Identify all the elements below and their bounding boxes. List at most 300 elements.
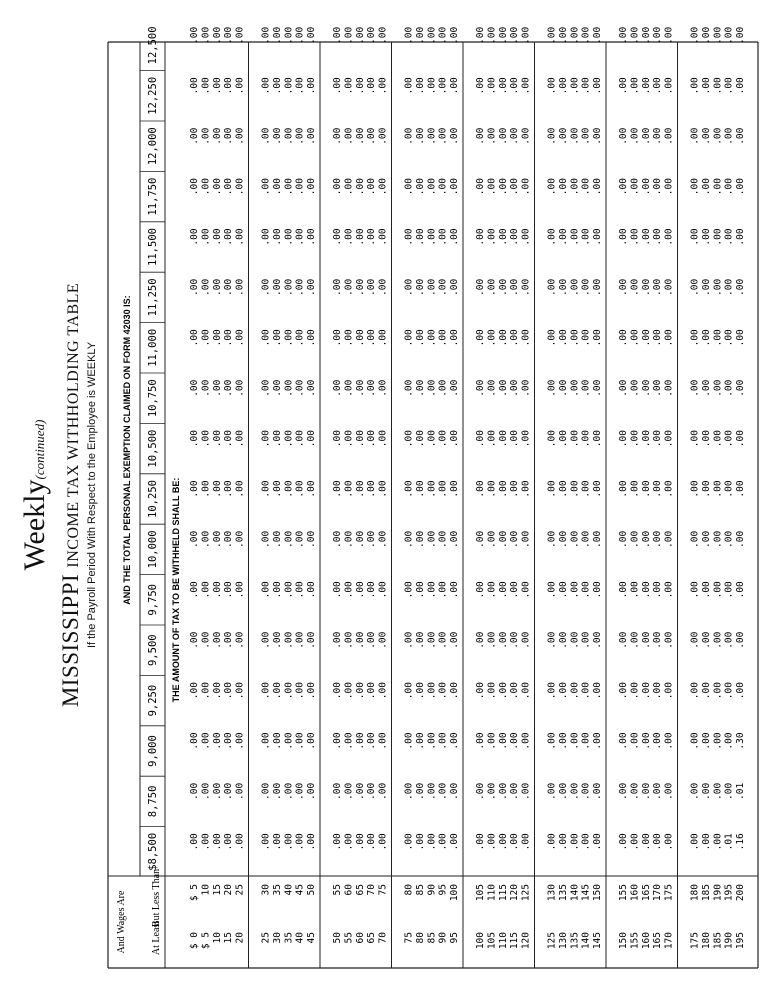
tax-cell: .00 [618, 833, 629, 851]
wage-less-than: 100 [449, 884, 461, 902]
tax-cell: .00 [700, 379, 712, 397]
tax-cell: .00 [294, 329, 306, 347]
tax-cell: .00 [652, 480, 664, 498]
tax-cell: .00 [294, 379, 306, 397]
tax-cell: .00 [306, 228, 318, 246]
tax-cell: .00 [306, 278, 318, 296]
tax-cell: .00 [475, 77, 486, 95]
tax-cell: .00 [211, 178, 223, 196]
tax-cell: .00 [332, 480, 343, 498]
tax-cell: .00 [377, 430, 389, 448]
tax-cell: .00 [689, 631, 701, 649]
tax-cell: .00 [509, 430, 521, 448]
tax-cell: .00 [569, 178, 581, 196]
tax-cell: .00 [735, 127, 747, 145]
tax-cell: .00 [211, 228, 223, 246]
tax-cell: .00 [200, 682, 212, 700]
wage-less-than: 20 [223, 884, 235, 896]
wage-at-least: 120 [520, 932, 532, 950]
tax-cell: .00 [640, 329, 652, 347]
wage-less-than: 40 [283, 884, 295, 896]
wage-at-least: 165 [652, 932, 664, 950]
tax-cell: .00 [260, 77, 272, 95]
tax-cell: .00 [580, 833, 592, 851]
wage-at-least: 80 [414, 932, 426, 944]
tax-cell: .00 [377, 682, 389, 700]
tax-cell: .00 [546, 782, 558, 800]
tax-cell: .00 [366, 26, 378, 44]
tax-cell: .00 [403, 430, 415, 448]
tax-cell: .00 [486, 127, 498, 145]
tax-cell: .00 [520, 329, 532, 347]
tax-cell: .00 [271, 228, 283, 246]
tax-cell: .00 [640, 278, 652, 296]
tax-cell: .00 [723, 430, 735, 448]
tax-cell: .00 [509, 26, 521, 44]
tax-cell: .00 [294, 682, 306, 700]
tax-cell: .00 [189, 782, 200, 800]
tax-cell: .00 [689, 480, 701, 498]
tax-cell: .00 [497, 682, 509, 700]
tax-cell: .00 [366, 228, 378, 246]
tax-cell: .00 [723, 77, 735, 95]
tax-cell: .00 [343, 228, 355, 246]
tax-cell: .00 [283, 77, 295, 95]
tax-cell: .00 [211, 782, 223, 800]
tax-cell: .00 [629, 329, 641, 347]
tax-cell: .00 [260, 329, 272, 347]
tax-cell: .00 [437, 127, 449, 145]
tax-cell: .00 [449, 430, 461, 448]
tax-cell: .00 [497, 127, 509, 145]
tax-cell: .00 [557, 329, 569, 347]
tax-cell: .00 [557, 228, 569, 246]
tax-cell: .00 [509, 682, 521, 700]
wage-less-than: 80 [403, 884, 415, 896]
tax-cell: .00 [475, 782, 486, 800]
tax-cell: .00 [437, 782, 449, 800]
tax-cell: .00 [592, 127, 604, 145]
tax-cell: .00 [618, 581, 629, 599]
tax-cell: .00 [475, 530, 486, 548]
tax-cell: .00 [223, 77, 235, 95]
tax-cell: .00 [283, 178, 295, 196]
tax-cell: .00 [475, 581, 486, 599]
wage-less-than: 105 [475, 884, 486, 902]
tax-cell: .00 [580, 581, 592, 599]
tax-cell: .00 [271, 631, 283, 649]
tax-cell: .00 [569, 782, 581, 800]
tax-cell: .00 [403, 631, 415, 649]
tax-cell: .00 [546, 833, 558, 851]
tax-cell: .00 [486, 782, 498, 800]
tax-cell: .00 [283, 480, 295, 498]
tax-cell: .00 [580, 430, 592, 448]
tax-cell: .00 [509, 228, 521, 246]
tax-cell: .00 [332, 77, 343, 95]
tax-cell: .00 [723, 178, 735, 196]
wage-less-than: $ 5 [189, 884, 200, 902]
tax-cell: .00 [629, 530, 641, 548]
tax-cell: .00 [629, 833, 641, 851]
tax-cell: .00 [414, 228, 426, 246]
tax-cell: .00 [332, 127, 343, 145]
tax-cell: .00 [475, 833, 486, 851]
tax-cell: .00 [366, 77, 378, 95]
tax-cell: .00 [497, 833, 509, 851]
tax-cell: .00 [343, 732, 355, 750]
tax-cell: .00 [652, 127, 664, 145]
tax-cell: .00 [449, 329, 461, 347]
tax-cell: .00 [306, 682, 318, 700]
tax-cell: .00 [449, 732, 461, 750]
tax-cell: .00 [618, 631, 629, 649]
tax-cell: .00 [475, 430, 486, 448]
tax-cell: .00 [332, 278, 343, 296]
tax-cell: .00 [592, 379, 604, 397]
tax-cell: .00 [475, 480, 486, 498]
tax-cell: .00 [403, 178, 415, 196]
wage-at-least: 15 [223, 932, 235, 944]
tax-cell: .00 [437, 530, 449, 548]
tax-cell: .00 [546, 77, 558, 95]
tax-cell: .00 [234, 631, 246, 649]
tax-cell: .00 [377, 228, 389, 246]
tax-cell: .00 [271, 278, 283, 296]
tax-cell: .00 [486, 631, 498, 649]
tax-cell: .00 [306, 26, 318, 44]
tax-cell: .00 [735, 581, 747, 599]
tax-cell: .00 [640, 682, 652, 700]
tax-cell: .00 [735, 178, 747, 196]
tax-cell: .00 [546, 278, 558, 296]
tax-cell: .00 [580, 732, 592, 750]
tax-cell: .00 [640, 480, 652, 498]
tax-cell: .00 [354, 430, 366, 448]
tax-cell: .00 [497, 782, 509, 800]
tax-cell: .00 [640, 631, 652, 649]
tax-cell: .00 [520, 228, 532, 246]
tax-cell: .00 [377, 480, 389, 498]
wage-at-least: 95 [449, 932, 461, 944]
but-less-than-label: But Less Than [151, 868, 162, 928]
tax-cell: .00 [546, 26, 558, 44]
tax-cell: .00 [414, 480, 426, 498]
tax-cell: .00 [629, 178, 641, 196]
tax-cell: .00 [283, 26, 295, 44]
wage-less-than: 200 [735, 884, 747, 902]
tax-cell: .00 [497, 581, 509, 599]
tax-cell: .00 [437, 480, 449, 498]
tax-cell: .00 [712, 581, 724, 599]
tax-cell: .00 [689, 127, 701, 145]
tax-cell: .00 [509, 530, 521, 548]
column-header: $8,500 [147, 832, 159, 871]
tax-cell: .00 [663, 178, 675, 196]
tax-cell: .00 [426, 329, 438, 347]
tax-cell: .00 [403, 228, 415, 246]
tax-cell: .00 [486, 329, 498, 347]
tax-cell: .00 [271, 329, 283, 347]
tax-cell: .00 [580, 77, 592, 95]
tax-cell: .00 [640, 581, 652, 599]
tax-cell: .00 [520, 278, 532, 296]
tax-cell: .00 [497, 430, 509, 448]
tax-cell: .00 [223, 228, 235, 246]
tax-cell: .00 [234, 833, 246, 851]
tax-cell: .00 [580, 480, 592, 498]
tax-cell: .00 [475, 228, 486, 246]
tax-cell: .00 [629, 631, 641, 649]
tax-cell: .00 [403, 833, 415, 851]
tax-cell: .00 [592, 329, 604, 347]
tax-cell: .00 [306, 833, 318, 851]
tax-cell: .00 [437, 379, 449, 397]
tax-cell: .00 [546, 480, 558, 498]
tax-cell: .00 [260, 581, 272, 599]
tax-cell: .00 [294, 278, 306, 296]
tax-cell: .00 [475, 178, 486, 196]
tax-cell: .00 [712, 833, 724, 851]
tax-cell: .00 [426, 480, 438, 498]
tax-cell: .00 [414, 26, 426, 44]
tax-cell: .00 [414, 631, 426, 649]
tax-cell: .00 [294, 581, 306, 599]
tax-cell: .00 [377, 329, 389, 347]
tax-cell: .00 [377, 26, 389, 44]
tax-cell: .00 [569, 228, 581, 246]
column-header: 10,250 [147, 480, 159, 518]
tax-cell: .00 [497, 631, 509, 649]
tax-cell: .00 [520, 430, 532, 448]
tax-cell: .00 [689, 278, 701, 296]
wage-at-least: 150 [618, 932, 629, 950]
tax-cell: .00 [592, 480, 604, 498]
title-continued: (continued) [32, 419, 47, 480]
tax-cell: .00 [486, 530, 498, 548]
tax-cell: .00 [271, 732, 283, 750]
tax-cell: .00 [377, 732, 389, 750]
tax-cell: .00 [640, 833, 652, 851]
tax-cell: .00 [712, 430, 724, 448]
tax-cell: .00 [366, 581, 378, 599]
tax-cell: .00 [663, 782, 675, 800]
tax-cell: .00 [200, 178, 212, 196]
column-header: 10,000 [147, 530, 159, 569]
tax-cell: .00 [200, 77, 212, 95]
tax-cell: .00 [189, 127, 200, 145]
tax-cell: .00 [618, 782, 629, 800]
tax-cell: .00 [332, 581, 343, 599]
tax-cell: .00 [343, 26, 355, 44]
tax-cell: .00 [366, 379, 378, 397]
tax-cell: .00 [343, 782, 355, 800]
tax-cell: .00 [557, 26, 569, 44]
tax-cell: .00 [640, 732, 652, 750]
tax-cell: .00 [557, 480, 569, 498]
wage-at-least: 100 [475, 932, 486, 950]
tax-cell: .00 [735, 379, 747, 397]
wage-at-least: 140 [580, 932, 592, 950]
column-header: 12,500 [147, 26, 159, 65]
tax-cell: .00 [580, 329, 592, 347]
column-header: 9,250 [147, 684, 159, 717]
tax-cell: .00 [189, 26, 200, 44]
tax-cell: .00 [332, 732, 343, 750]
tax-cell: .00 [294, 127, 306, 145]
tax-cell: .00 [629, 581, 641, 599]
tax-cell: .00 [354, 26, 366, 44]
tax-cell: .00 [189, 732, 200, 750]
tax-cell: .00 [426, 127, 438, 145]
wage-at-least: 35 [283, 932, 295, 944]
tax-cell: .00 [712, 631, 724, 649]
tax-cell: .00 [735, 228, 747, 246]
tax-cell: .00 [629, 228, 641, 246]
tax-cell: .00 [663, 833, 675, 851]
tax-cell: .00 [449, 379, 461, 397]
tax-cell: .00 [618, 732, 629, 750]
tax-cell: .00 [652, 278, 664, 296]
wage-at-least: 85 [426, 932, 438, 944]
tax-cell: .00 [283, 581, 295, 599]
tax-cell: .00 [223, 430, 235, 448]
subtitle-state: MISSISSIPPI [58, 573, 83, 708]
tax-cell: .00 [200, 430, 212, 448]
tax-cell: .00 [223, 26, 235, 44]
tax-cell: .00 [343, 682, 355, 700]
tax-cell: .00 [520, 26, 532, 44]
tax-cell: .00 [426, 228, 438, 246]
tax-cell: .00 [343, 430, 355, 448]
tax-cell: .00 [211, 631, 223, 649]
tax-cell: .00 [475, 127, 486, 145]
tax-cell: .00 [426, 178, 438, 196]
tax-cell: .00 [652, 833, 664, 851]
tax-cell: .00 [260, 228, 272, 246]
tax-cell: .00 [234, 732, 246, 750]
tax-cell: .00 [223, 329, 235, 347]
wage-at-least: $ 0 [189, 932, 200, 950]
tax-cell: .00 [689, 26, 701, 44]
column-header: 12,250 [147, 76, 159, 115]
tax-cell: .00 [486, 26, 498, 44]
tax-cell: .00 [211, 26, 223, 44]
tax-cell: .00 [211, 530, 223, 548]
tax-cell: .00 [629, 278, 641, 296]
tax-cell: .00 [366, 782, 378, 800]
tax-cell: .00 [497, 732, 509, 750]
tax-cell: .00 [437, 833, 449, 851]
tax-cell: .00 [486, 278, 498, 296]
tax-cell: .00 [343, 631, 355, 649]
tax-cell: .00 [306, 732, 318, 750]
tax-cell: .00 [663, 329, 675, 347]
tax-cell: .00 [700, 278, 712, 296]
tax-cell: .00 [211, 732, 223, 750]
tax-cell: .00 [366, 631, 378, 649]
tax-cell: .00 [414, 379, 426, 397]
tax-cell: .00 [618, 430, 629, 448]
tax-cell: .00 [271, 178, 283, 196]
tax-cell: .00 [377, 782, 389, 800]
tax-cell: .00 [332, 430, 343, 448]
tax-cell: .00 [618, 530, 629, 548]
tax-cell: .00 [509, 581, 521, 599]
tax-cell: .00 [640, 430, 652, 448]
column-header: 12,000 [147, 127, 159, 166]
tax-cell: .00 [200, 228, 212, 246]
tax-cell: .00 [618, 379, 629, 397]
tax-cell: .00 [437, 26, 449, 44]
tax-cell: .00 [569, 26, 581, 44]
tax-cell: .00 [403, 682, 415, 700]
column-header: 11,000 [147, 328, 159, 367]
tax-cell: .00 [546, 631, 558, 649]
wage-at-least: 75 [403, 932, 415, 944]
tax-cell: .00 [723, 782, 735, 800]
tax-cell: .00 [520, 530, 532, 548]
tax-cell: .00 [640, 228, 652, 246]
wage-less-than: 35 [271, 884, 283, 896]
tax-cell: .00 [260, 833, 272, 851]
tax-cell: .00 [486, 178, 498, 196]
tax-cell: .01 [735, 782, 747, 800]
tax-cell: .01 [723, 833, 735, 851]
tax-cell: .00 [652, 228, 664, 246]
column-header: 8,750 [147, 785, 159, 818]
wage-less-than: 110 [486, 884, 498, 902]
tax-cell: .00 [629, 480, 641, 498]
tax-cell: .00 [189, 682, 200, 700]
tax-cell: .00 [200, 631, 212, 649]
wage-at-least: 145 [592, 932, 604, 950]
tax-cell: .00 [211, 278, 223, 296]
tax-cell: .00 [200, 480, 212, 498]
tax-cell: .00 [283, 530, 295, 548]
tax-cell: .00 [486, 732, 498, 750]
tax-cell: .00 [354, 278, 366, 296]
tax-cell: .00 [689, 77, 701, 95]
tax-cell: .00 [592, 278, 604, 296]
tax-cell: .00 [723, 329, 735, 347]
tax-cell: .00 [592, 530, 604, 548]
wage-less-than: 130 [546, 884, 558, 902]
tax-cell: .00 [414, 329, 426, 347]
wage-less-than: 25 [234, 884, 246, 896]
tax-cell: .00 [377, 530, 389, 548]
wage-less-than: 95 [437, 884, 449, 896]
wage-less-than: 120 [509, 884, 521, 902]
tax-cell: .00 [712, 480, 724, 498]
tax-cell: .00 [618, 329, 629, 347]
tax-cell: .00 [343, 127, 355, 145]
tax-cell: .00 [700, 430, 712, 448]
wage-less-than: 65 [354, 884, 366, 896]
tax-cell: .00 [414, 178, 426, 196]
tax-cell: .00 [497, 530, 509, 548]
tax-cell: .00 [569, 379, 581, 397]
tax-cell: .00 [189, 581, 200, 599]
tax-cell: .00 [354, 782, 366, 800]
tax-cell: .00 [403, 480, 415, 498]
tax-cell: .00 [700, 682, 712, 700]
wage-at-least: $ 5 [200, 932, 212, 950]
tax-cell: .00 [475, 732, 486, 750]
tax-cell: .00 [294, 782, 306, 800]
tax-cell: .00 [377, 178, 389, 196]
tax-cell: .00 [271, 530, 283, 548]
